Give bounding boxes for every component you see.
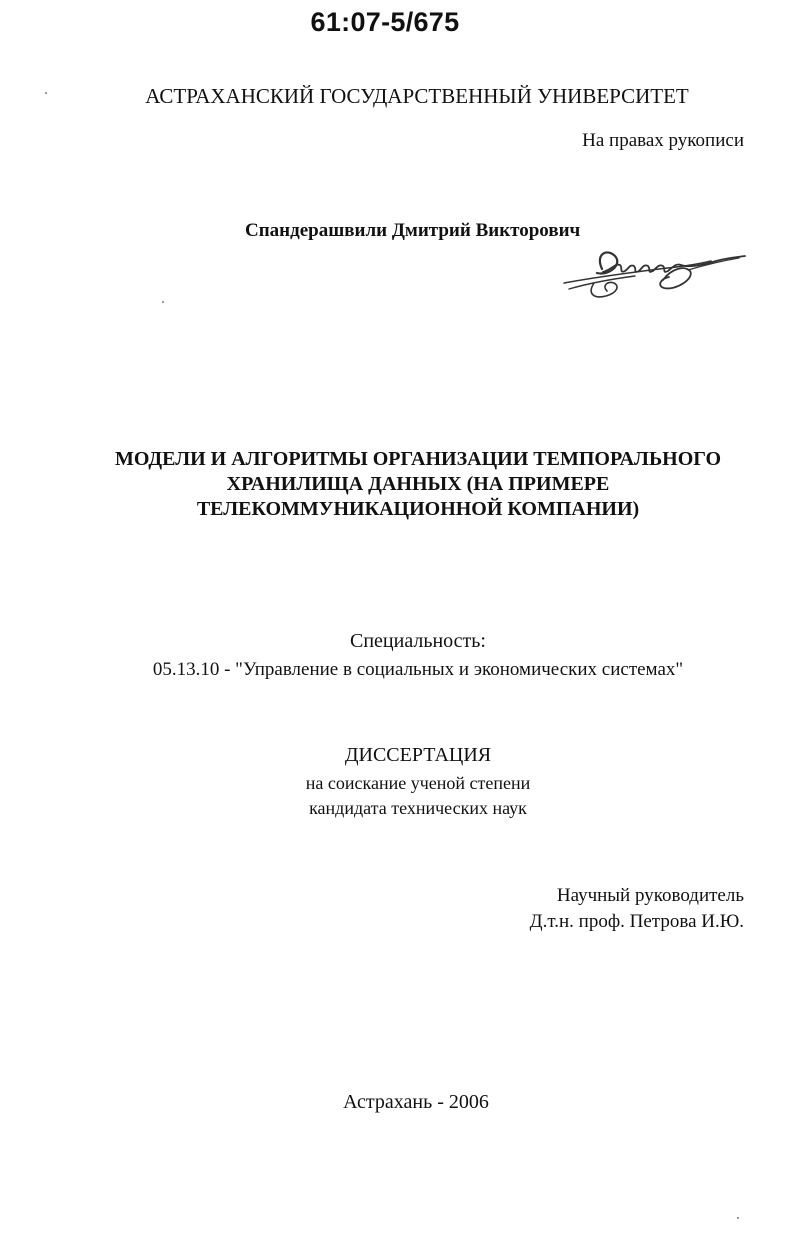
university-name: АСТРАХАНСКИЙ ГОСУДАРСТВЕННЫЙ УНИВЕРСИТЕТ bbox=[145, 84, 689, 108]
title-line: МОДЕЛИ И АЛГОРИТМЫ ОРГАНИЗАЦИИ ТЕМПОРАЛЬНОГО bbox=[114, 448, 722, 470]
degree-line: на соискание ученой степени bbox=[305, 773, 531, 793]
city-year: Астрахань - 2006 bbox=[343, 1091, 489, 1113]
manuscript-rights-note: На правах рукописи bbox=[582, 130, 744, 151]
degree-line: кандидата технических наук bbox=[309, 798, 527, 818]
signature-icon bbox=[559, 243, 749, 305]
specialty-label: Специальность: bbox=[350, 630, 486, 652]
title-line: ТЕЛЕКОММУНИКАЦИОННОЙ КОМПАНИИ) bbox=[196, 498, 640, 520]
specialty-value: 05.13.10 - "Управление в социальных и экономических системах" bbox=[152, 659, 684, 680]
title-line: ХРАНИЛИЩА ДАННЫХ (НА ПРИМЕРЕ bbox=[226, 473, 610, 495]
author-name: Спандерашвили Дмитрий Викторович bbox=[245, 220, 581, 241]
scan-speck bbox=[162, 301, 164, 303]
supervisor-role: Научный руководитель bbox=[556, 885, 744, 906]
supervisor-name: Д.т.н. проф. Петрова И.Ю. bbox=[529, 911, 744, 932]
dissertation-type: ДИССЕРТАЦИЯ bbox=[344, 744, 492, 766]
dissertation-title bbox=[0, 447, 798, 522]
scan-speck bbox=[737, 1217, 739, 1219]
archive-code: 61:07-5/675 bbox=[310, 7, 460, 37]
